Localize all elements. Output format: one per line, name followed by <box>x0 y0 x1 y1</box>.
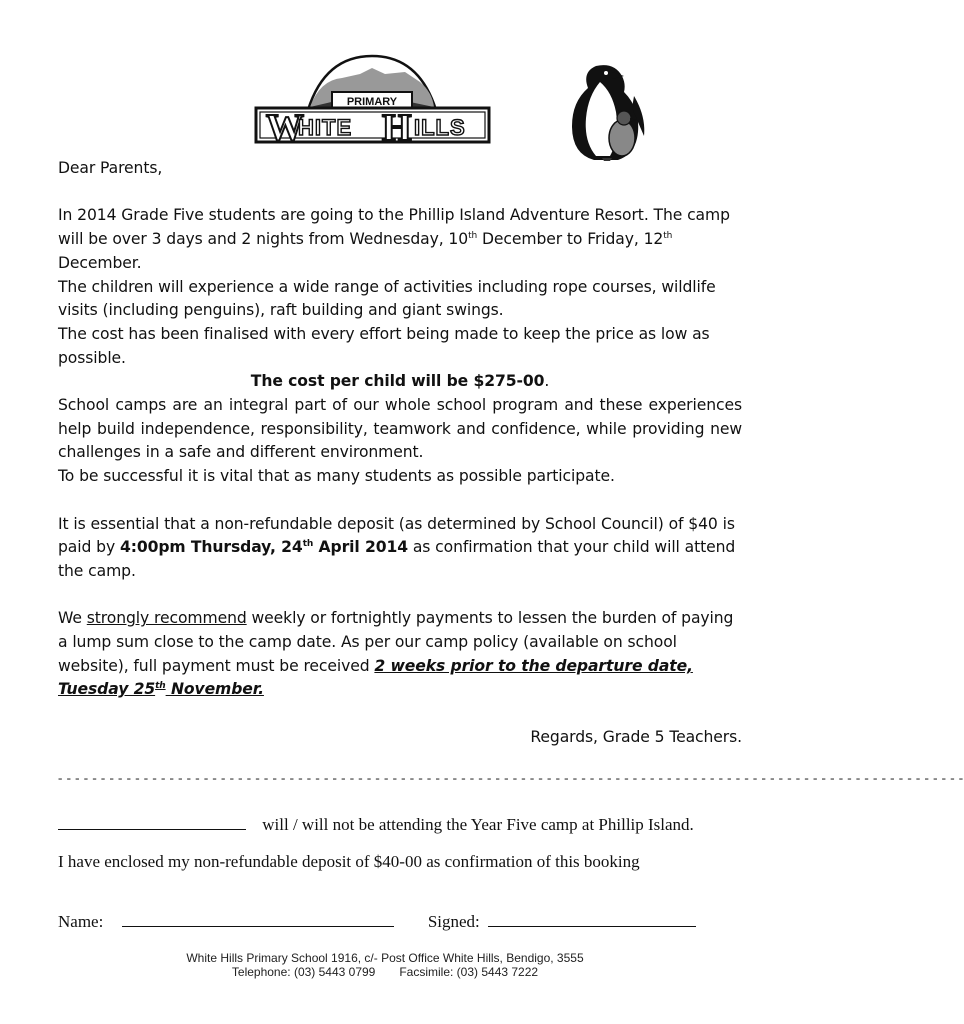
paragraph-deposit: It is essential that a non-refundable deposit (as determined by School Council) of $40 is paid by 4:00pm Thursday, 24th April 2014 as confirmation that your child will attend the camp. <box>58 514 736 580</box>
paragraph-camp-dates: In 2014 Grade Five students are going to the Phillip Island Adventure Resort. The camp will be over 3 days and 2 nights from Wednesday, 10th December to Friday, 12th December. <box>58 206 730 272</box>
deposit-statement: I have enclosed my non-refundable deposit of $40-00 as confirmation of this booking <box>58 852 640 871</box>
logo-hite-text: HITE <box>298 115 353 140</box>
name-blank[interactable] <box>122 911 394 927</box>
footer-facsimile: Facsimile: (03) 5443 7222 <box>399 965 539 979</box>
salutation: Dear Parents, <box>58 159 163 177</box>
paragraph-participation: To be successful it is vital that as many students as possible participate. <box>58 467 615 486</box>
signed-label: Signed: <box>427 912 480 931</box>
paragraph-school-camps: School camps are an integral part of our whole school program and these experiences help build independence, responsibility, teamwork and confidence, while providing new challenges in a safe and different environment. <box>58 396 742 462</box>
cut-line: - - - - - - - - - - - - - - - - - - - - - - - - - - - - - - - - - - - - - - - - - - - - - - - - - - - - - - - - - - - - - - - - - - - - - - - - - - - - - - - - - - - - - - - - - - - - - - - - - - - - - - - - - - <box>58 770 964 785</box>
paragraph-payment: We strongly recommend weekly or fortnightly payments to lessen the burden of paying a lump sum close to the camp date. As per our camp policy (available on school website), full payment must be received 2 weeks prior to the departure date, Tuesday 25th November. <box>58 609 734 699</box>
footer-address: White Hills Primary School 1916, c/- Post Office White Hills, Bendigo, 3555 <box>186 951 584 965</box>
attendance-statement: will / will not be attending the Year Five camp at Phillip Island. <box>262 815 694 834</box>
logo-w-letter: W <box>266 107 304 149</box>
attendance-row <box>58 814 694 835</box>
paragraph-activities: The children will experience a wide range of activities including rope courses, wildlife visits (including penguins), raft building and giant swings. <box>58 277 716 320</box>
name-label: Name: <box>58 912 104 931</box>
footer <box>0 951 770 979</box>
logo-primary-text: PRIMARY <box>346 96 398 108</box>
signature-row <box>58 911 698 932</box>
logo-ills-text: ILLS <box>414 115 466 140</box>
school-logo <box>250 52 495 150</box>
child-name-blank[interactable] <box>58 814 246 830</box>
logo-h-letter: H <box>382 107 412 149</box>
footer-telephone: Telephone: (03) 5443 0799 <box>231 965 376 979</box>
letter-body <box>58 157 742 750</box>
cost-per-child: The cost per child will be $275-00. <box>250 372 550 391</box>
paragraph-cost: The cost has been finalised with every effort being made to keep the price as low as possible. <box>58 324 710 367</box>
footer-contact <box>0 965 770 979</box>
penguin-illustration-icon <box>566 62 654 162</box>
signature-blank[interactable] <box>488 911 696 927</box>
signoff: Regards, Grade 5 Teachers. <box>530 727 742 746</box>
